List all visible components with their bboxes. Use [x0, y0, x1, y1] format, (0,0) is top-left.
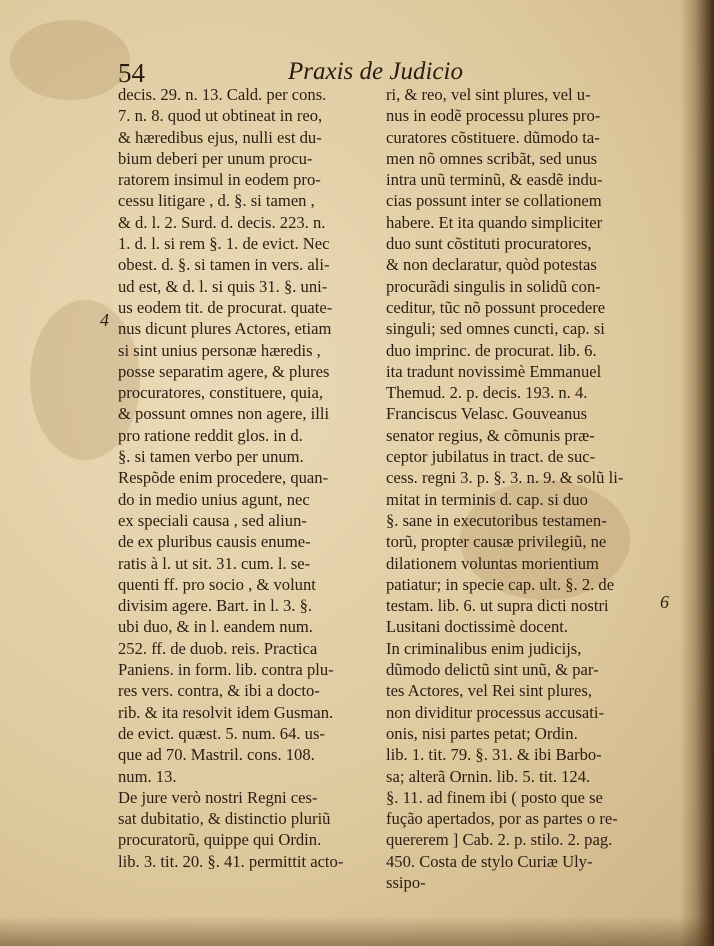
- text-line: cess. regni 3. p. §. 3. n. 9. & solũ li-: [386, 468, 624, 488]
- text-line: testam. lib. 6. ut supra dicti nostri: [386, 596, 609, 616]
- text-line: ceditur, tũc nõ possunt procedere: [386, 297, 606, 317]
- text-line: nus in eodẽ processu plures pro-: [386, 106, 601, 126]
- text-line: num. 13.: [118, 766, 177, 786]
- text-line: 450. Costa de stylo Curiæ Uly-: [386, 851, 593, 871]
- text-line: ita tradunt novissimè Emmanuel: [386, 361, 602, 381]
- text-line: & hæredibus ejus, nulli est du-: [118, 127, 322, 147]
- text-line: sat dubitatio, & distinctio pluriũ: [118, 809, 331, 829]
- text-line: res vers. contra, & ibi a docto-: [118, 681, 320, 701]
- text-line: 7. n. 8. quod ut obtineat in reo,: [118, 106, 323, 126]
- text-line: De jure verò nostri Regni ces-: [118, 787, 318, 807]
- text-line: quererem ] Cab. 2. p. stilo. 2. pag.: [386, 830, 613, 850]
- text-line: duo sunt cõstituti procuratores,: [386, 234, 592, 254]
- text-line: 252. ff. de duob. reis. Practica: [118, 638, 318, 658]
- text-line: onis, nisi partes petat; Ordin.: [386, 723, 578, 743]
- text-line: ssipo-: [386, 872, 426, 892]
- text-line: habere. Et ita quando simpliciter: [386, 212, 603, 232]
- text-line: torũ, propter causæ privilegiũ, ne: [386, 532, 607, 552]
- text-line: & d. l. 2. Surd. d. decis. 223. n.: [118, 212, 326, 232]
- text-line: que ad 70. Mastril. cons. 108.: [118, 745, 315, 765]
- text-line: quenti ff. pro socio , & volunt: [118, 574, 316, 594]
- text-line: sa; alterã Ornin. lib. 5. tit. 124.: [386, 766, 591, 786]
- text-line: decis. 29. n. 13. Cald. per cons.: [118, 85, 327, 104]
- text-line: ratorem insimul in eodem pro-: [118, 170, 321, 190]
- text-line: lib. 1. tit. 79. §. 31. & ibi Barbo-: [386, 745, 602, 765]
- text-line: mitat in terminis d. cap. si duo: [386, 489, 588, 509]
- running-title: Praxis de Judicio: [288, 58, 463, 85]
- text-line: In criminalibus enim judicijs,: [386, 638, 582, 658]
- page-bottom-shadow: [0, 916, 714, 946]
- right-text-column: [386, 84, 648, 893]
- text-line: ex speciali causa , sed aliun-: [118, 510, 307, 530]
- page-gutter-shadow: [680, 0, 714, 946]
- text-line: de ex pluribus causis enume-: [118, 532, 311, 552]
- text-line: §. sane in executoribus testamen-: [386, 510, 607, 530]
- text-line: men nõ omnes scribãt, sed unus: [386, 148, 598, 168]
- text-line: pro ratione reddit glos. in d.: [118, 425, 303, 445]
- text-line: cessu litigare , d. §. si tamen ,: [118, 191, 315, 211]
- text-line: tes Actores, vel Rei sint plures,: [386, 681, 593, 701]
- text-line: Franciscus Velasc. Gouveanus: [386, 404, 588, 424]
- text-line: & possunt omnes non agere, illi: [118, 404, 330, 424]
- text-line: non dividitur processus accusati-: [386, 702, 604, 722]
- text-line: ri, & reo, vel sint plures, vel u-: [386, 85, 591, 104]
- text-line: lib. 3. tit. 20. §. 41. permittit acto-: [118, 851, 344, 871]
- text-line: singuli; sed omnes cuncti, cap. si: [386, 319, 605, 339]
- text-line: de evict. quæst. 5. num. 64. us-: [118, 723, 325, 743]
- text-line: bium deberi per unum procu-: [118, 148, 313, 168]
- text-line: cias possunt inter se collationem: [386, 191, 602, 211]
- text-line: senator regius, & cõmunis præ-: [386, 425, 595, 445]
- text-line: procuratorũ, quippe qui Ordin.: [118, 830, 322, 850]
- left-text-column: [118, 84, 380, 872]
- paper-stain: [10, 20, 130, 100]
- text-line: posse separatim agere, & plures: [118, 361, 330, 381]
- text-line: procurãdi singulis in solidũ con-: [386, 276, 601, 296]
- text-line: §. 11. ad finem ibi ( posto que se: [386, 787, 603, 807]
- text-line: Lusitani doctissimè docent.: [386, 617, 569, 637]
- text-line: dilationem voluntas morientium: [386, 553, 599, 573]
- text-line: 1. d. l. si rem §. 1. de evict. Nec: [118, 234, 330, 254]
- text-line: patiatur; in specie cap. ult. §. 2. de: [386, 574, 615, 594]
- text-line: ceptor jubilatus in tract. de suc-: [386, 447, 596, 467]
- text-line: procuratores, constituere, quia,: [118, 383, 324, 403]
- text-line: nus dicunt plures Actores, etiam: [118, 319, 332, 339]
- margin-note-left: 4: [100, 310, 109, 330]
- text-line: ubi duo, & in l. eandem num.: [118, 617, 313, 637]
- text-line: divisim agere. Bart. in l. 3. §.: [118, 596, 313, 616]
- text-line: si sint unius personæ hæredis ,: [118, 340, 321, 360]
- text-line: us eodem tit. de procurat. quate-: [118, 297, 333, 317]
- text-line: Paniens. in form. lib. contra plu-: [118, 660, 334, 680]
- text-line: fução apertados, por as partes o re-: [386, 809, 618, 829]
- text-line: & non declaratur, quòd potestas: [386, 255, 597, 275]
- text-line: ud est, & d. l. si quis 31. §. uni-: [118, 276, 328, 296]
- text-line: obest. d. §. si tamen in vers. ali-: [118, 255, 330, 275]
- text-line: duo imprinc. de procurat. lib. 6.: [386, 340, 597, 360]
- text-line: §. si tamen verbo per unum.: [118, 447, 304, 467]
- margin-note-right: 6: [660, 592, 669, 612]
- text-line: do in medio unius agunt, nec: [118, 489, 310, 509]
- text-line: rib. & ita resolvit idem Gusman.: [118, 702, 334, 722]
- text-line: Themud. 2. p. decis. 193. n. 4.: [386, 383, 588, 403]
- text-line: ratis à l. ut sit. 31. cum. l. se-: [118, 553, 311, 573]
- text-line: intra unũ terminũ, & easdẽ indu-: [386, 170, 603, 190]
- page-number: 54: [118, 58, 145, 88]
- text-line: curatores cõstituere. dũmodo ta-: [386, 127, 600, 147]
- text-line: Respõde enim procedere, quan-: [118, 468, 329, 488]
- text-line: dũmodo delictũ sint unũ, & par-: [386, 660, 599, 680]
